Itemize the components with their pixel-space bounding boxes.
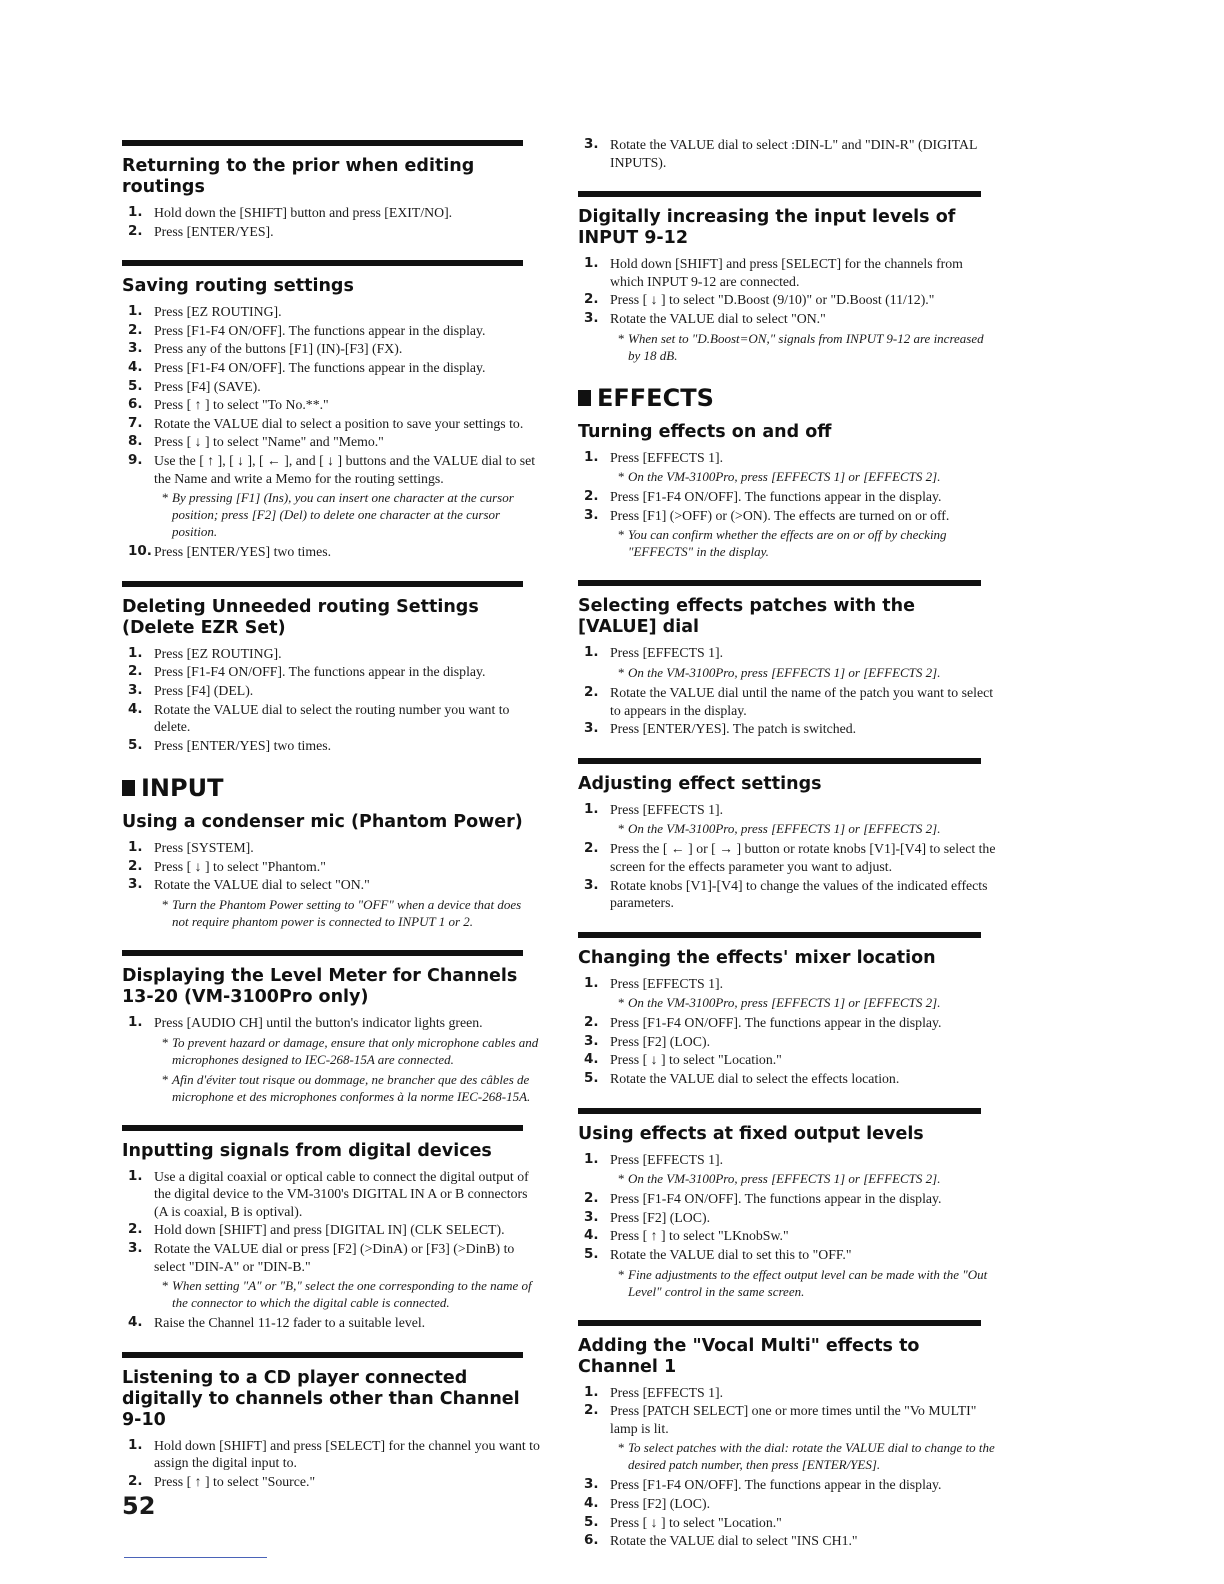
step-text: Press [AUDIO CH] until the button's indicator lights green.	[154, 1015, 483, 1031]
step-item	[578, 1246, 998, 1300]
step-text: Press [F1-F4 ON/OFF]. The functions appear in the display.	[154, 322, 486, 338]
step-item	[122, 543, 540, 561]
step-item	[122, 645, 540, 663]
step-number: 1.	[584, 255, 599, 272]
step-list	[578, 644, 998, 737]
step-list	[122, 1014, 540, 1105]
step-number: 4.	[584, 1051, 599, 1068]
step-item	[122, 452, 540, 540]
step-number: 1.	[128, 1436, 143, 1453]
step-text: Rotate the VALUE dial to select "ON."	[154, 877, 370, 893]
step-text: Press any of the buttons [F1] (IN)-[F3] (FX).	[154, 341, 403, 357]
step-item	[578, 684, 998, 719]
step-item	[578, 644, 998, 681]
step-list	[578, 255, 998, 363]
section-section	[578, 580, 998, 737]
section-heading	[578, 384, 998, 412]
step-item	[122, 858, 540, 876]
step-text: Hold down the [SHIFT] button and press [EXIT/NO].	[154, 205, 453, 220]
step-item	[122, 682, 540, 700]
step-list	[122, 645, 540, 755]
step-item	[578, 1209, 998, 1227]
step-number: 3.	[584, 1476, 599, 1493]
step-text: Press [ ↑ ] to select "Source."	[154, 1474, 316, 1489]
asterisk-icon: *	[618, 1266, 625, 1282]
step-text: Press [ ↑ ] to select "To No.**."	[154, 397, 329, 413]
step-text: Rotate the VALUE dial to select "ON."	[610, 310, 826, 326]
step-item	[578, 255, 998, 290]
step-text: Press [ ↓ ] to select "Phantom."	[154, 858, 326, 874]
step-number: 3.	[584, 720, 599, 737]
step-text: Rotate the VALUE dial to select :DIN-L" and "DIN-R" (DIGITAL INPUTS).	[610, 137, 977, 170]
section-title: Adding the "Vocal Multi" effects to Channel 1	[578, 1335, 920, 1377]
asterisk-icon: *	[618, 469, 625, 485]
step-list	[578, 1384, 998, 1550]
step-number: 1.	[128, 839, 143, 856]
step-number: 5.	[584, 1246, 599, 1263]
section-rule	[122, 260, 523, 266]
step-note-text: On the VM-3100Pro, press [EFFECTS 1] or [EFFECTS 2].	[628, 469, 941, 485]
step-item	[578, 1495, 998, 1513]
step-item	[122, 340, 540, 358]
step-item	[122, 839, 540, 857]
step-item	[578, 136, 998, 171]
section-section	[122, 950, 540, 1105]
section-section	[122, 1125, 540, 1332]
step-item	[122, 1014, 540, 1105]
section-title: Listening to a CD player connected digitally to channels other than Channel 9-10	[122, 1367, 520, 1430]
step-number: 9.	[128, 451, 143, 468]
step-note	[162, 896, 540, 930]
step-text: Rotate the VALUE dial to set this to "OFF."	[610, 1247, 852, 1263]
section-section	[578, 758, 998, 912]
step-note-text: On the VM-3100Pro, press [EFFECTS 1] or [EFFECTS 2].	[628, 1171, 941, 1187]
step-list	[122, 303, 540, 561]
step-item	[578, 720, 998, 738]
step-number: 1.	[128, 204, 143, 220]
section-title: Deleting Unneeded routing Settings (Delete EZR Set)	[122, 596, 479, 638]
section-title: Inputting signals from digital devices	[122, 1140, 492, 1161]
step-text: Press [F1-F4 ON/OFF]. The functions appear in the display.	[610, 1191, 942, 1207]
step-item	[122, 1168, 540, 1221]
step-text: Rotate the VALUE dial to select a position to save your settings to.	[154, 415, 524, 431]
asterisk-icon: *	[618, 664, 625, 680]
chapter-heading-text: INPUT	[141, 774, 224, 803]
step-number: 2.	[128, 1473, 143, 1489]
step-item	[122, 701, 540, 736]
step-text: Press [F1] (>OFF) or (>ON). The effects are turned on or off.	[610, 507, 950, 523]
square-bullet-icon	[578, 390, 591, 406]
step-number: 3.	[584, 136, 599, 152]
asterisk-icon: *	[162, 1071, 169, 1087]
page-number: 52	[122, 1492, 156, 1520]
step-text: Press [F1-F4 ON/OFF]. The functions appear in the display.	[610, 1477, 942, 1493]
step-item	[122, 322, 540, 340]
asterisk-icon: *	[618, 330, 625, 346]
step-note	[162, 1071, 540, 1105]
step-item	[578, 1384, 998, 1402]
step-item	[578, 1532, 998, 1550]
step-text: Press [EFFECTS 1].	[610, 1151, 724, 1167]
step-number: 4.	[584, 1495, 599, 1511]
step-number: 1.	[584, 644, 599, 661]
step-text: Press [EZ ROUTING].	[154, 304, 282, 320]
step-number: 2.	[584, 1402, 599, 1419]
step-note-text: When setting "A" or "B," select the one corresponding to the name of the connector to which the digital cable is connected.	[172, 1278, 532, 1311]
step-note	[618, 330, 998, 364]
section-rule	[122, 581, 523, 587]
section-title: Using a condenser mic (Phantom Power)	[122, 812, 523, 833]
section-section	[122, 581, 540, 755]
step-number: 3.	[584, 309, 599, 326]
step-number: 1.	[128, 644, 143, 661]
step-text: Hold down [SHIFT] and press [SELECT] for the channels from which INPUT 9-12 are connected.	[610, 256, 963, 289]
step-number: 3.	[584, 1032, 599, 1049]
chapter-heading	[578, 384, 998, 412]
step-text: Press [EZ ROUTING].	[154, 645, 282, 661]
step-note-text: To select patches with the dial: rotate the VALUE dial to change to the desired patch number, then press [ENTER/YES].	[628, 1440, 995, 1473]
section-section	[578, 1320, 998, 1550]
step-number: 4.	[584, 1227, 599, 1244]
section-rule	[122, 1352, 523, 1358]
step-item	[122, 1240, 540, 1311]
step-list	[122, 839, 540, 930]
section-title: Digitally increasing the input levels of INPUT 9-12	[578, 207, 956, 249]
step-number: 2.	[128, 1221, 143, 1238]
step-note	[618, 468, 998, 485]
step-number: 3.	[584, 1208, 599, 1225]
step-item	[578, 877, 998, 912]
step-number: 1.	[584, 1383, 599, 1400]
step-item	[578, 449, 998, 486]
asterisk-icon: *	[618, 527, 625, 543]
section-rule	[578, 580, 981, 586]
step-item	[122, 359, 540, 377]
step-text: Rotate knobs [V1]-[V4] to change the values of the indicated effects parameters.	[610, 877, 988, 911]
step-list	[122, 1437, 540, 1491]
step-item	[122, 1437, 540, 1472]
step-text: Rotate the VALUE dial until the name of the patch you want to select to appears in the display.	[610, 684, 994, 718]
asterisk-icon: *	[162, 1034, 169, 1050]
step-item	[122, 876, 540, 930]
step-number: 8.	[128, 433, 143, 450]
step-text: Press [F4] (DEL).	[154, 682, 254, 698]
step-text: Press [PATCH SELECT] one or more times until the "Vo MULTI" lamp is lit.	[610, 1403, 977, 1436]
step-text: Press [EFFECTS 1].	[610, 645, 724, 661]
asterisk-icon: *	[618, 1171, 625, 1187]
step-text: Press [ENTER/YES] two times.	[154, 544, 332, 560]
step-note	[618, 1439, 998, 1473]
step-item	[578, 507, 998, 561]
step-number: 1.	[584, 800, 599, 817]
section-subsection	[578, 422, 998, 561]
section-heading	[122, 774, 540, 802]
right-column	[578, 136, 998, 1570]
step-note-text: On the VM-3100Pro, press [EFFECTS 1] or [EFFECTS 2].	[628, 995, 941, 1011]
step-number: 6.	[128, 396, 143, 413]
step-note	[618, 1170, 998, 1187]
step-note-text: Turn the Phantom Power setting to "OFF" when a device that does not require phantom power is connected to INPUT 1 or 2.	[172, 897, 522, 930]
step-item	[122, 415, 540, 433]
step-item	[122, 1221, 540, 1239]
step-list	[578, 1151, 998, 1300]
step-number: 3.	[128, 340, 143, 357]
step-text: Press [EFFECTS 1].	[610, 975, 724, 991]
step-note-text: On the VM-3100Pro, press [EFFECTS 1] or [EFFECTS 2].	[628, 821, 941, 837]
square-bullet-icon	[122, 780, 135, 796]
step-note-text: To prevent hazard or damage, ensure that only microphone cables and microphones designed to IEC-268-15A are connected.	[172, 1034, 539, 1067]
step-number: 2.	[584, 683, 599, 700]
step-number: 2.	[584, 1014, 599, 1031]
asterisk-icon: *	[162, 897, 169, 913]
section-rule	[578, 932, 981, 938]
step-number: 7.	[128, 414, 143, 431]
step-text: Press [F4] (SAVE).	[154, 378, 261, 394]
step-text: Press [SYSTEM].	[154, 840, 254, 856]
section-section	[578, 1108, 998, 1300]
step-number: 2.	[128, 222, 143, 239]
step-number: 1.	[128, 1014, 143, 1031]
step-number: 3.	[584, 506, 599, 523]
step-number: 1.	[584, 1150, 599, 1167]
section-section	[122, 1352, 540, 1491]
step-list	[578, 136, 998, 171]
step-number: 2.	[128, 321, 143, 338]
section-rule	[122, 1125, 523, 1131]
step-note-text: Afin d'éviter tout risque ou dommage, ne brancher que des câbles de microphone et des microphones conformes à la norme IEC-268-15A.	[172, 1071, 531, 1104]
footer-line	[124, 1557, 267, 1558]
step-number: 1.	[584, 448, 599, 465]
step-number: 1.	[128, 303, 143, 320]
step-item	[578, 291, 998, 309]
step-text: Use the [ ↑ ], [ ↓ ], [ ← ], and [ ↓ ] buttons and the VALUE dial to set the Name and write a Memo for the routing settings.	[154, 452, 536, 486]
section-rule	[578, 758, 981, 764]
step-text: Hold down [SHIFT] and press [SELECT] for the channel you want to assign the digital input to.	[154, 1437, 540, 1471]
step-list	[578, 975, 998, 1088]
step-number: 3.	[128, 876, 143, 893]
step-text: Hold down [SHIFT] and press [DIGITAL IN] (CLK SELECT).	[154, 1222, 505, 1238]
step-number: 3.	[128, 681, 143, 698]
step-text: Press [ENTER/YES].	[154, 223, 274, 239]
step-item	[122, 433, 540, 451]
step-item	[122, 1314, 540, 1332]
step-item	[578, 975, 998, 1012]
section-title: Returning to the prior when editing routings	[122, 156, 475, 197]
step-number: 1.	[128, 1167, 143, 1184]
step-item	[122, 204, 540, 222]
step-list	[578, 801, 998, 912]
step-item	[578, 1402, 998, 1473]
step-item	[122, 1473, 540, 1491]
step-note-text: On the VM-3100Pro, press [EFFECTS 1] or [EFFECTS 2].	[628, 664, 941, 680]
section-rule	[578, 191, 981, 197]
step-note	[618, 664, 998, 681]
section-title: Selecting effects patches with the [VALUE] dial	[578, 596, 916, 638]
step-text: Press [ ↓ ] to select "Name" and "Memo."	[154, 434, 384, 450]
step-note	[162, 1034, 540, 1068]
section-title: Adjusting effect settings	[578, 773, 822, 794]
step-text: Rotate the VALUE dial to select the effects location.	[610, 1071, 900, 1087]
section-title: Turning effects on and off	[578, 421, 832, 442]
step-number: 4.	[128, 1314, 143, 1331]
step-item	[578, 840, 998, 875]
section-section	[578, 932, 998, 1088]
step-number: 3.	[128, 1240, 143, 1257]
asterisk-icon: *	[162, 490, 169, 506]
step-text: Press [ ↓ ] to select "D.Boost (9/10)" or "D.Boost (11/12)."	[610, 292, 935, 308]
step-item	[578, 310, 998, 364]
section-rule	[122, 950, 523, 956]
step-text: Press the [ ← ] or [ → ] button or rotate knobs [V1]-[V4] to select the screen for the effects parameter you want to adjust.	[610, 841, 996, 874]
step-number: 2.	[584, 488, 599, 505]
step-text: Rotate the VALUE dial or press [F2] (>DinA) or [F3] (>DinB) to select "DIN-A" or "DIN-B."	[154, 1241, 515, 1274]
step-item	[122, 223, 540, 241]
step-number: 6.	[584, 1532, 599, 1549]
step-note-text: You can confirm whether the effects are on or off by checking "EFFECTS" in the display.	[628, 527, 947, 560]
step-text: Use a digital coaxial or optical cable to connect the digital output of the digital device to the VM-3100's DIGITAL IN A or B connectors (A is coaxial, B is optival).	[154, 1168, 529, 1219]
step-number: 5.	[128, 736, 143, 753]
step-note	[618, 820, 998, 837]
step-note-text: By pressing [F1] (Ins), you can insert one character at the cursor position; press [F2] (Del) to delete one character at the cursor position.	[172, 490, 514, 540]
step-item	[578, 1051, 998, 1069]
section-section	[122, 260, 540, 561]
asterisk-icon: *	[618, 1440, 625, 1456]
step-item	[578, 1033, 998, 1051]
step-number: 4.	[128, 358, 143, 375]
section-title: Changing the effects' mixer location	[578, 947, 936, 968]
step-number: 5.	[584, 1070, 599, 1087]
section-rule	[578, 1108, 981, 1114]
section-title: Using effects at fixed output levels	[578, 1123, 924, 1144]
step-text: Press [EFFECTS 1].	[610, 1384, 724, 1400]
step-list	[578, 449, 998, 561]
step-number: 5.	[584, 1513, 599, 1530]
step-item	[122, 378, 540, 396]
step-number: 2.	[584, 291, 599, 308]
section-subsection	[122, 812, 540, 930]
step-text: Press [ ↑ ] to select "LKnobSw."	[610, 1228, 789, 1244]
step-note	[618, 526, 998, 560]
section-rule	[578, 1320, 981, 1326]
step-item	[578, 801, 998, 838]
step-number: 2.	[128, 857, 143, 874]
step-item	[578, 1514, 998, 1532]
step-list	[122, 1168, 540, 1332]
step-text: Rotate the VALUE dial to select "INS CH1."	[610, 1533, 858, 1549]
step-item	[122, 663, 540, 681]
step-number: 4.	[128, 700, 143, 717]
step-item	[122, 737, 540, 755]
step-item	[578, 1227, 998, 1245]
step-text: Press [F1-F4 ON/OFF]. The functions appear in the display.	[154, 664, 486, 680]
step-text: Press [F2] (LOC).	[610, 1496, 711, 1511]
chapter-heading	[122, 774, 540, 802]
step-text: Rotate the VALUE dial to select the routing number you want to delete.	[154, 701, 510, 735]
asterisk-icon: *	[618, 821, 625, 837]
section-title: Saving routing settings	[122, 276, 354, 297]
section-continuation	[578, 136, 998, 171]
step-note-text: When set to "D.Boost=ON," signals from INPUT 9-12 are increased by 18 dB.	[628, 330, 984, 363]
step-number: 10.	[128, 543, 152, 560]
step-text: Press [F1-F4 ON/OFF]. The functions appear in the display.	[610, 1015, 942, 1031]
step-number: 2.	[128, 663, 143, 680]
step-item	[578, 488, 998, 506]
step-text: Press [EFFECTS 1].	[610, 801, 724, 817]
step-number: 3.	[584, 876, 599, 893]
step-item	[122, 396, 540, 414]
step-text: Press [F2] (LOC).	[610, 1209, 711, 1225]
section-section	[122, 140, 540, 240]
step-list	[122, 204, 540, 240]
step-item	[578, 1476, 998, 1494]
left-column	[122, 140, 540, 1511]
step-number: 5.	[128, 377, 143, 394]
asterisk-icon: *	[162, 1278, 169, 1294]
asterisk-icon: *	[618, 995, 625, 1011]
section-title: Displaying the Level Meter for Channels 13-20 (VM-3100Pro only)	[122, 966, 518, 1008]
step-text: Press [F2] (LOC).	[610, 1033, 711, 1049]
step-note	[162, 1277, 540, 1311]
step-text: Press [ ↓ ] to select "Location."	[610, 1514, 782, 1530]
step-number: 1.	[584, 974, 599, 991]
section-rule	[122, 140, 523, 146]
step-item	[578, 1014, 998, 1032]
step-item	[578, 1070, 998, 1088]
step-item	[578, 1190, 998, 1208]
step-text: Raise the Channel 11-12 fader to a suitable level.	[154, 1315, 426, 1331]
step-text: Press [ENTER/YES] two times.	[154, 737, 332, 753]
step-text: Press [F1-F4 ON/OFF]. The functions appear in the display.	[154, 359, 486, 375]
step-number: 2.	[584, 1190, 599, 1207]
step-item	[122, 303, 540, 321]
step-text: Press [ENTER/YES]. The patch is switched.	[610, 721, 857, 737]
step-text: Press [F1-F4 ON/OFF]. The functions appear in the display.	[610, 489, 942, 505]
step-note-text: Fine adjustments to the effect output level can be made with the "Out Level" control in the same screen.	[628, 1266, 988, 1299]
section-section	[578, 191, 998, 363]
step-note	[162, 489, 540, 540]
step-note	[618, 1266, 998, 1300]
step-note	[618, 994, 998, 1011]
step-number: 2.	[584, 840, 599, 857]
step-item	[578, 1151, 998, 1188]
chapter-heading-text: EFFECTS	[597, 383, 714, 412]
step-text: Press [ ↓ ] to select "Location."	[610, 1052, 782, 1068]
step-text: Press [EFFECTS 1].	[610, 449, 724, 465]
